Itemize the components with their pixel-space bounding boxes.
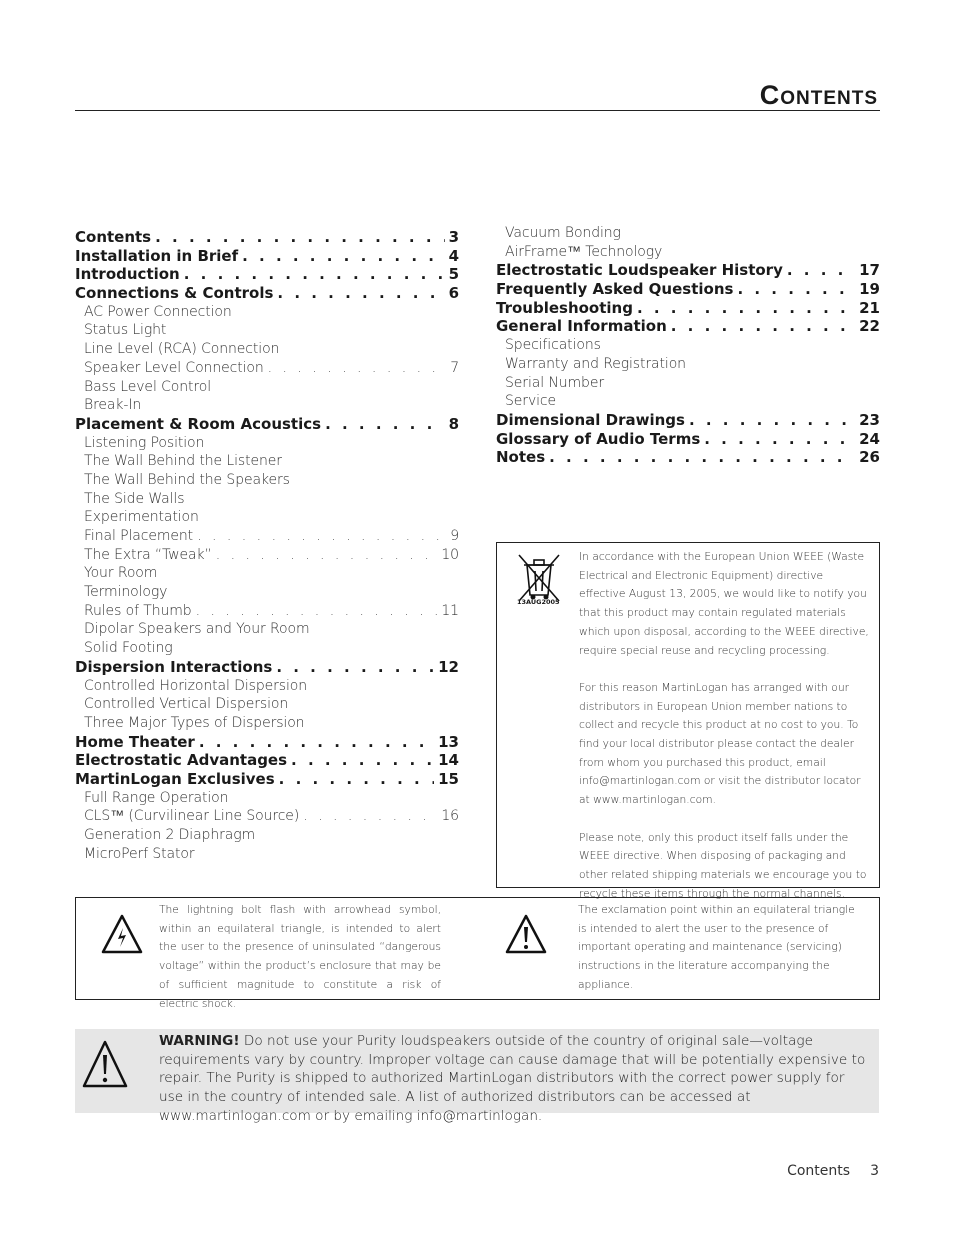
toc-dot-leader	[303, 807, 437, 826]
toc-entry-title: Serial Number	[505, 374, 605, 391]
toc-entry-title: AirFrame™ Technology	[505, 243, 663, 260]
toc-dot-leader	[671, 317, 855, 336]
toc-entry-title: The Extra “Tweak”	[84, 546, 212, 563]
weee-text	[579, 548, 869, 922]
toc-entry-title: CLS™ (Curvilinear Line Source)	[84, 808, 300, 825]
toc-entry-title: Your Room	[84, 565, 158, 582]
toc-entry	[496, 317, 880, 336]
toc-subentry	[75, 321, 459, 340]
toc-subentry	[75, 714, 459, 733]
toc-entry-title: Three Major Types of Dispersion	[84, 714, 305, 731]
toc-subentry	[75, 396, 459, 415]
toc-entry	[75, 265, 459, 284]
toc-entry	[496, 299, 880, 318]
toc-subentry	[75, 807, 459, 826]
toc-dot-leader	[291, 751, 434, 770]
toc-page-number: 8	[448, 414, 459, 433]
toc-entry-title: Terminology	[84, 584, 168, 601]
voltage-warning-box	[75, 1029, 879, 1124]
toc-entry-title: General Information	[496, 317, 667, 336]
toc-dot-leader	[276, 658, 434, 677]
toc-entry-title: Generation 2 Diaphragm	[84, 827, 256, 843]
toc-entry-title: Controlled Vertical Dispersion	[84, 696, 289, 713]
toc-entry-title: MicroPerf Stator	[84, 845, 195, 862]
toc-page-number: 9	[450, 528, 459, 544]
toc-entry-title: Specifications	[505, 337, 601, 354]
toc-subentry	[75, 789, 459, 808]
weee-date-label: 13AUG2005	[517, 598, 560, 606]
exclamation-warning-icon	[82, 1040, 128, 1088]
toc-subentry	[75, 639, 459, 658]
toc-page-number: 22	[859, 317, 880, 336]
toc-subentry	[496, 374, 880, 393]
toc-dot-leader	[279, 770, 434, 789]
toc-dot-leader	[704, 430, 855, 449]
toc-subentry	[75, 695, 459, 714]
toc-page-number: 24	[859, 429, 880, 448]
toc-entry-title: Vacuum Bonding	[505, 225, 621, 241]
toc-page-number: 19	[859, 280, 880, 299]
toc-page-number: 6	[448, 284, 459, 303]
toc-subentry	[75, 583, 459, 602]
toc-page-number: 23	[859, 410, 880, 429]
warning-text	[159, 1032, 871, 1126]
toc-subentry	[75, 564, 459, 583]
toc-entry-title: Speaker Level Connection	[84, 359, 264, 376]
toc-subentry	[75, 359, 459, 378]
toc-subentry	[75, 508, 459, 527]
toc-entry	[496, 280, 880, 299]
weee-paragraph: For this reason MartinLogan has arranged with our distributors in European Union member nations to collect and recycle this product at no cost to you. To find your local distributor please contact the dealer from whom you purchased this product, email info@martinlogan.com or visit the distributor locator at www.martinlogan.com.	[579, 680, 861, 807]
toc-entry	[75, 733, 459, 752]
toc-dot-leader	[549, 448, 855, 467]
toc-entry-title: The Wall Behind the Speakers	[84, 471, 290, 488]
toc-page-number: 16	[441, 808, 459, 825]
toc-page-number: 12	[438, 657, 459, 676]
toc-subentry	[496, 336, 880, 355]
warning-body: Do not use your Purity loudspeakers outside of the country of original sale—voltage requirements vary by country. Improper voltage can cause damage that will be potentially expensive to repair. The Purity is shipped to authorized MartinLogan distributors with the correct power supply for use in the country of intended sale. A list of authorized distributors can be accessed at www.martinlogan.com or by emailing info@martinlogan.	[159, 1033, 866, 1124]
exclamation-notice-box	[485, 897, 880, 1000]
toc-subentry	[75, 434, 459, 453]
toc-entry	[75, 751, 459, 770]
toc-page-number: 13	[438, 732, 459, 751]
heading-divider	[75, 110, 880, 111]
toc-entry-title: The Side Walls	[84, 490, 185, 507]
toc-entry	[75, 770, 459, 789]
toc-subentry	[75, 620, 459, 639]
toc-subentry	[496, 355, 880, 374]
toc-entry-title: Electrostatic Advantages	[75, 751, 288, 770]
toc-page-number: 26	[859, 448, 880, 467]
toc-entry-title: Electrostatic Loudspeaker History	[496, 261, 783, 280]
toc-entry-title: Dipolar Speakers and Your Room	[84, 621, 310, 638]
toc-subentry	[75, 602, 459, 621]
toc-dot-leader	[242, 247, 444, 266]
toc-entry-title: Full Range Operation	[84, 789, 229, 806]
toc-entry	[496, 430, 880, 449]
toc-entry-title: Controlled Horizontal Dispersion	[84, 677, 308, 694]
toc-left-column	[75, 228, 459, 863]
toc-dot-leader	[155, 228, 444, 247]
toc-entry-title: Dimensional Drawings	[496, 410, 685, 429]
toc-entry	[75, 658, 459, 677]
toc-dot-leader	[689, 411, 855, 430]
toc-dot-leader	[325, 415, 445, 434]
toc-page-number: 7	[450, 359, 459, 376]
toc-entry	[75, 415, 459, 434]
toc-page-number: 4	[448, 246, 459, 265]
toc-entry-title: Troubleshooting	[496, 298, 633, 317]
toc-subentry	[75, 378, 459, 397]
toc-subentry	[75, 303, 459, 322]
toc-entry	[496, 448, 880, 467]
lightning-notice-text: The lightning bolt flash with arrowhead symbol, within an equilateral triangle, is intended to alert the user to the presence of uninsulated “dangerous voltage” within the product’s enclosure that may be of sufficient magnitude to constitute a risk of electric shock.	[159, 903, 441, 1010]
footer-section: Contents	[787, 1163, 851, 1179]
warning-label: WARNING!	[159, 1033, 240, 1049]
toc-page-number: 3	[448, 228, 459, 246]
toc-entry-title: Rules of Thumb	[84, 602, 192, 619]
toc-entry-title: Service	[505, 393, 557, 410]
toc-entry-title: Experimentation	[84, 509, 199, 526]
weee-paragraph: Please note, only this product itself falls under the WEEE directive. When disposing of packaging and other related shipping materials we encourage you to recycle these items through the normal channels.	[579, 830, 867, 900]
toc-entry-title: Contents	[75, 228, 152, 246]
toc-subentry	[75, 546, 459, 565]
toc-entry	[496, 261, 880, 280]
toc-dot-leader	[787, 261, 855, 280]
toc-dot-leader	[216, 546, 438, 565]
toc-entry-title: Listening Position	[84, 434, 205, 451]
footer-page-number: 3	[870, 1163, 879, 1179]
toc-entry-title: Bass Level Control	[84, 378, 211, 395]
toc-dot-leader	[184, 265, 445, 284]
toc-entry-title: Placement & Room Acoustics	[75, 414, 322, 433]
toc-entry	[75, 284, 459, 303]
toc-subentry	[75, 340, 459, 359]
toc-entry-title: The Wall Behind the Listener	[84, 453, 282, 470]
toc-subentry	[75, 471, 459, 490]
toc-page-number: 21	[859, 298, 880, 317]
exclamation-warning-icon	[505, 914, 547, 954]
toc-dot-leader	[199, 733, 434, 752]
toc-entry	[75, 247, 459, 266]
toc-page-number: 14	[438, 751, 459, 770]
toc-entry-title: Notes	[496, 448, 546, 467]
toc-entry-title: Warranty and Registration	[505, 355, 686, 372]
page-footer	[787, 1163, 879, 1179]
toc-subentry	[75, 677, 459, 696]
toc-entry-title: Home Theater	[75, 732, 195, 751]
toc-entry-title: Connections & Controls	[75, 284, 274, 303]
toc-subentry	[496, 243, 880, 262]
toc-page-number: 10	[441, 546, 459, 563]
toc-page-number: 15	[438, 769, 459, 788]
weee-notice	[496, 542, 880, 900]
toc-entry-title: Installation in Brief	[75, 246, 239, 265]
toc-page-number: 17	[859, 261, 880, 280]
weee-paragraph: In accordance with the European Union WEEE (Waste Electrical and Electronic Equipment) directive effective August 13, 2005, we would like to notify you that this product may contain regulated materials which upon disposal, according to the WEEE directive, require special reuse and recycling processing.	[579, 550, 869, 657]
page-title: Contents	[759, 80, 878, 110]
toc-entry-title: Glossary of Audio Terms	[496, 429, 701, 448]
toc-entry	[75, 228, 459, 247]
toc-entry-title: MartinLogan Exclusives	[75, 769, 275, 788]
toc-entry-title: Status Light	[84, 322, 167, 339]
toc-right-column	[496, 224, 880, 467]
toc-subentry	[75, 527, 459, 546]
lightning-notice-box	[75, 897, 486, 1010]
exclamation-notice-text: The exclamation point within an equilateral triangle is intended to alert the user to the presence of important operating and maintenance (servicing) instructions in the literature accompanying the appliance.	[578, 903, 855, 991]
toc-entry-title: Final Placement	[84, 528, 194, 544]
lightning-warning-icon	[101, 914, 143, 954]
toc-subentry	[75, 490, 459, 509]
toc-dot-leader	[637, 299, 855, 318]
toc-dot-leader	[268, 359, 447, 378]
toc-page-number: 11	[441, 602, 459, 619]
toc-subentry	[75, 845, 459, 864]
toc-entry-title: Introduction	[75, 265, 180, 284]
toc-dot-leader	[277, 284, 444, 303]
toc-subentry	[496, 224, 880, 243]
toc-dot-leader	[737, 280, 855, 299]
toc-subentry	[75, 826, 459, 845]
toc-subentry	[75, 452, 459, 471]
toc-dot-leader	[196, 602, 438, 621]
toc-entry-title: AC Power Connection	[84, 303, 232, 320]
toc-entry-title: Line Level (RCA) Connection	[84, 341, 280, 358]
toc-entry-title: Break-In	[84, 397, 142, 414]
toc-entry	[496, 411, 880, 430]
toc-entry-title: Frequently Asked Questions	[496, 280, 734, 299]
toc-entry-title: Dispersion Interactions	[75, 657, 273, 676]
toc-entry-title: Solid Footing	[84, 640, 173, 657]
toc-page-number: 5	[448, 265, 459, 284]
toc-subentry	[496, 392, 880, 411]
toc-dot-leader	[197, 527, 446, 546]
